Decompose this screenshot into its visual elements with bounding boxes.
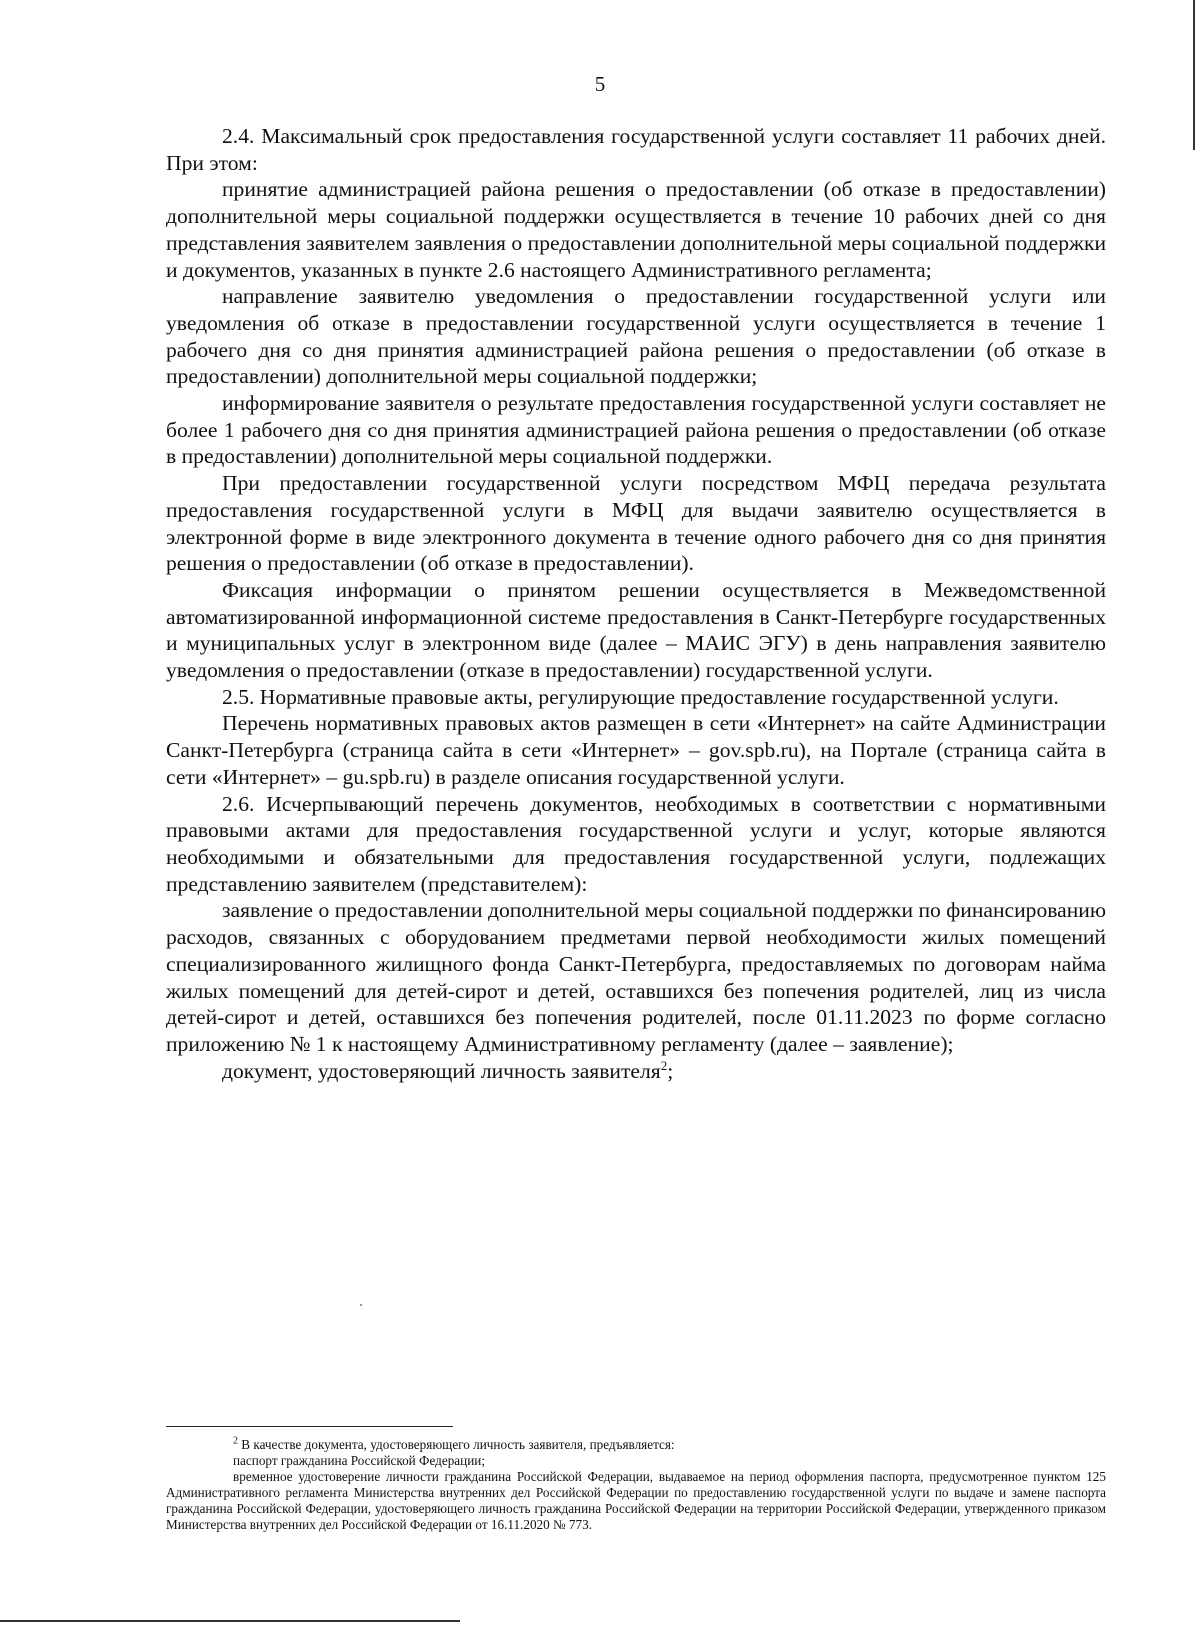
paragraph-2-5: 2.5. Нормативные правовые акты, регулирующие предоставление государственной услуги. — [222, 684, 1059, 709]
footnote-separator — [166, 1426, 453, 1427]
footnote-lead-text: В качестве документа, удостоверяющего личность заявителя, предъявляется: — [241, 1437, 675, 1452]
paragraph-decision-term: принятие администрацией района решения о предоставлении (об отказе в предоставлении) дополнительной меры социальной поддержки осуществляется в течение 10 рабочих дней со дня представления заявителем заявления о предоставлении дополнительной меры социальной поддержки и документов, указанных в пункте 2.6 настоящего Административного регламента; — [166, 177, 1106, 282]
footnote-lead — [166, 1437, 1106, 1453]
paragraph-2-4: 2.4. Максимальный срок предоставления государственной услуги составляет 11 рабочих дней. При этом: — [166, 124, 1106, 175]
paragraph-legal-acts-list: Перечень нормативных правовых актов размещен в сети «Интернет» на сайте Администрации Санкт-Петербурга (страница сайта в сети «Интернет» – gov.spb.ru), на Портале (страница сайта в сети «Интернет» – gu.spb.ru) в разделе описания государственной услуги. — [166, 711, 1106, 789]
paragraph-notification-term: направление заявителю уведомления о предоставлении государственной услуги или уведомления об отказе в предоставлении государственной услуги осуществляется в течение 1 рабочего дня со дня принятия администрацией района решения о предоставлении (об отказе в предоставлении) дополнительной меры социальной поддержки; — [166, 284, 1106, 389]
scan-speck — [360, 1304, 362, 1306]
paragraph-informing-term: информирование заявителя о результате предоставления государственной услуги составляет не более 1 рабочего дня со дня принятия администрацией района решения о предоставлении (об отказе в предоставлении) дополнительной меры социальной поддержки. — [166, 391, 1106, 469]
identity-document-text: документ, удостоверяющий личность заявителя — [222, 1058, 661, 1083]
identity-document-tail: ; — [667, 1058, 674, 1083]
footnote-block — [166, 1437, 1106, 1532]
footnote-reference: 2 — [660, 1057, 668, 1073]
footnote-mark: 2 — [233, 1435, 238, 1447]
paragraph-mfc-transfer: При предоставлении государственной услуги посредством МФЦ передача результата предоставления государственной услуги в МФЦ для выдачи заявителю осуществляется в электронной форме в виде электронного документа в течение одного рабочего дня со дня принятия решения о предоставлении (об отказе в предоставлении). — [166, 471, 1106, 576]
document-body — [166, 123, 1106, 1084]
paragraph-application: заявление о предоставлении дополнительной меры социальной поддержки по финансированию расходов, связанных с оборудованием предметами первой необходимости жилых помещений специализированного жилищного фонда Санкт-Петербурга, предоставляемых по договорам найма жилых помещений для детей-сирот и детей, оставшихся без попечения родителей, лиц из числа детей-сирот и детей, оставшихся без попечения родителей, после 01.11.2023 по форме согласно приложению № 1 к настоящему Административному регламенту (далее – заявление); — [166, 898, 1106, 1056]
paragraph-2-6: 2.6. Исчерпывающий перечень документов, необходимых в соответствии с нормативными правовыми актами для предоставления государственной услуги и услуг, которые являются необходимыми и обязательными для предоставления государственной услуги, подлежащих представлению заявителем (представителем): — [166, 791, 1106, 896]
paragraph-identity-document — [166, 1058, 1106, 1085]
scan-bottom-line — [0, 1620, 460, 1622]
footnote-item: временное удостоверение личности гражданина Российской Федерации, выдаваемое на период оформления паспорта, предусмотренное пунктом 125 Административного регламента Министерства внутренних дел Российской Федерации по предоставлению государственной услуги по выдаче и замене паспорта гражданина Российской Федерации, удостоверяющего личность гражданина Российской Федерации на территории Российской Федерации, утвержденного приказом Министерства внутренних дел Российской Федерации от 16.11.2020 № 773. — [166, 1468, 1106, 1532]
page-number: 5 — [594, 72, 606, 96]
paragraph-mais-egu: Фиксация информации о принятом решении осуществляется в Межведомственной автоматизированной информационной системе предоставления в Санкт-Петербурге государственных и муниципальных услуг в электронном виде (далее – МАИС ЭГУ) в день направления заявителю уведомления о предоставлении (отказе в предоставлении) государственной услуги. — [166, 577, 1106, 683]
footnote-item: паспорт гражданина Российской Федерации; — [233, 1452, 485, 1468]
